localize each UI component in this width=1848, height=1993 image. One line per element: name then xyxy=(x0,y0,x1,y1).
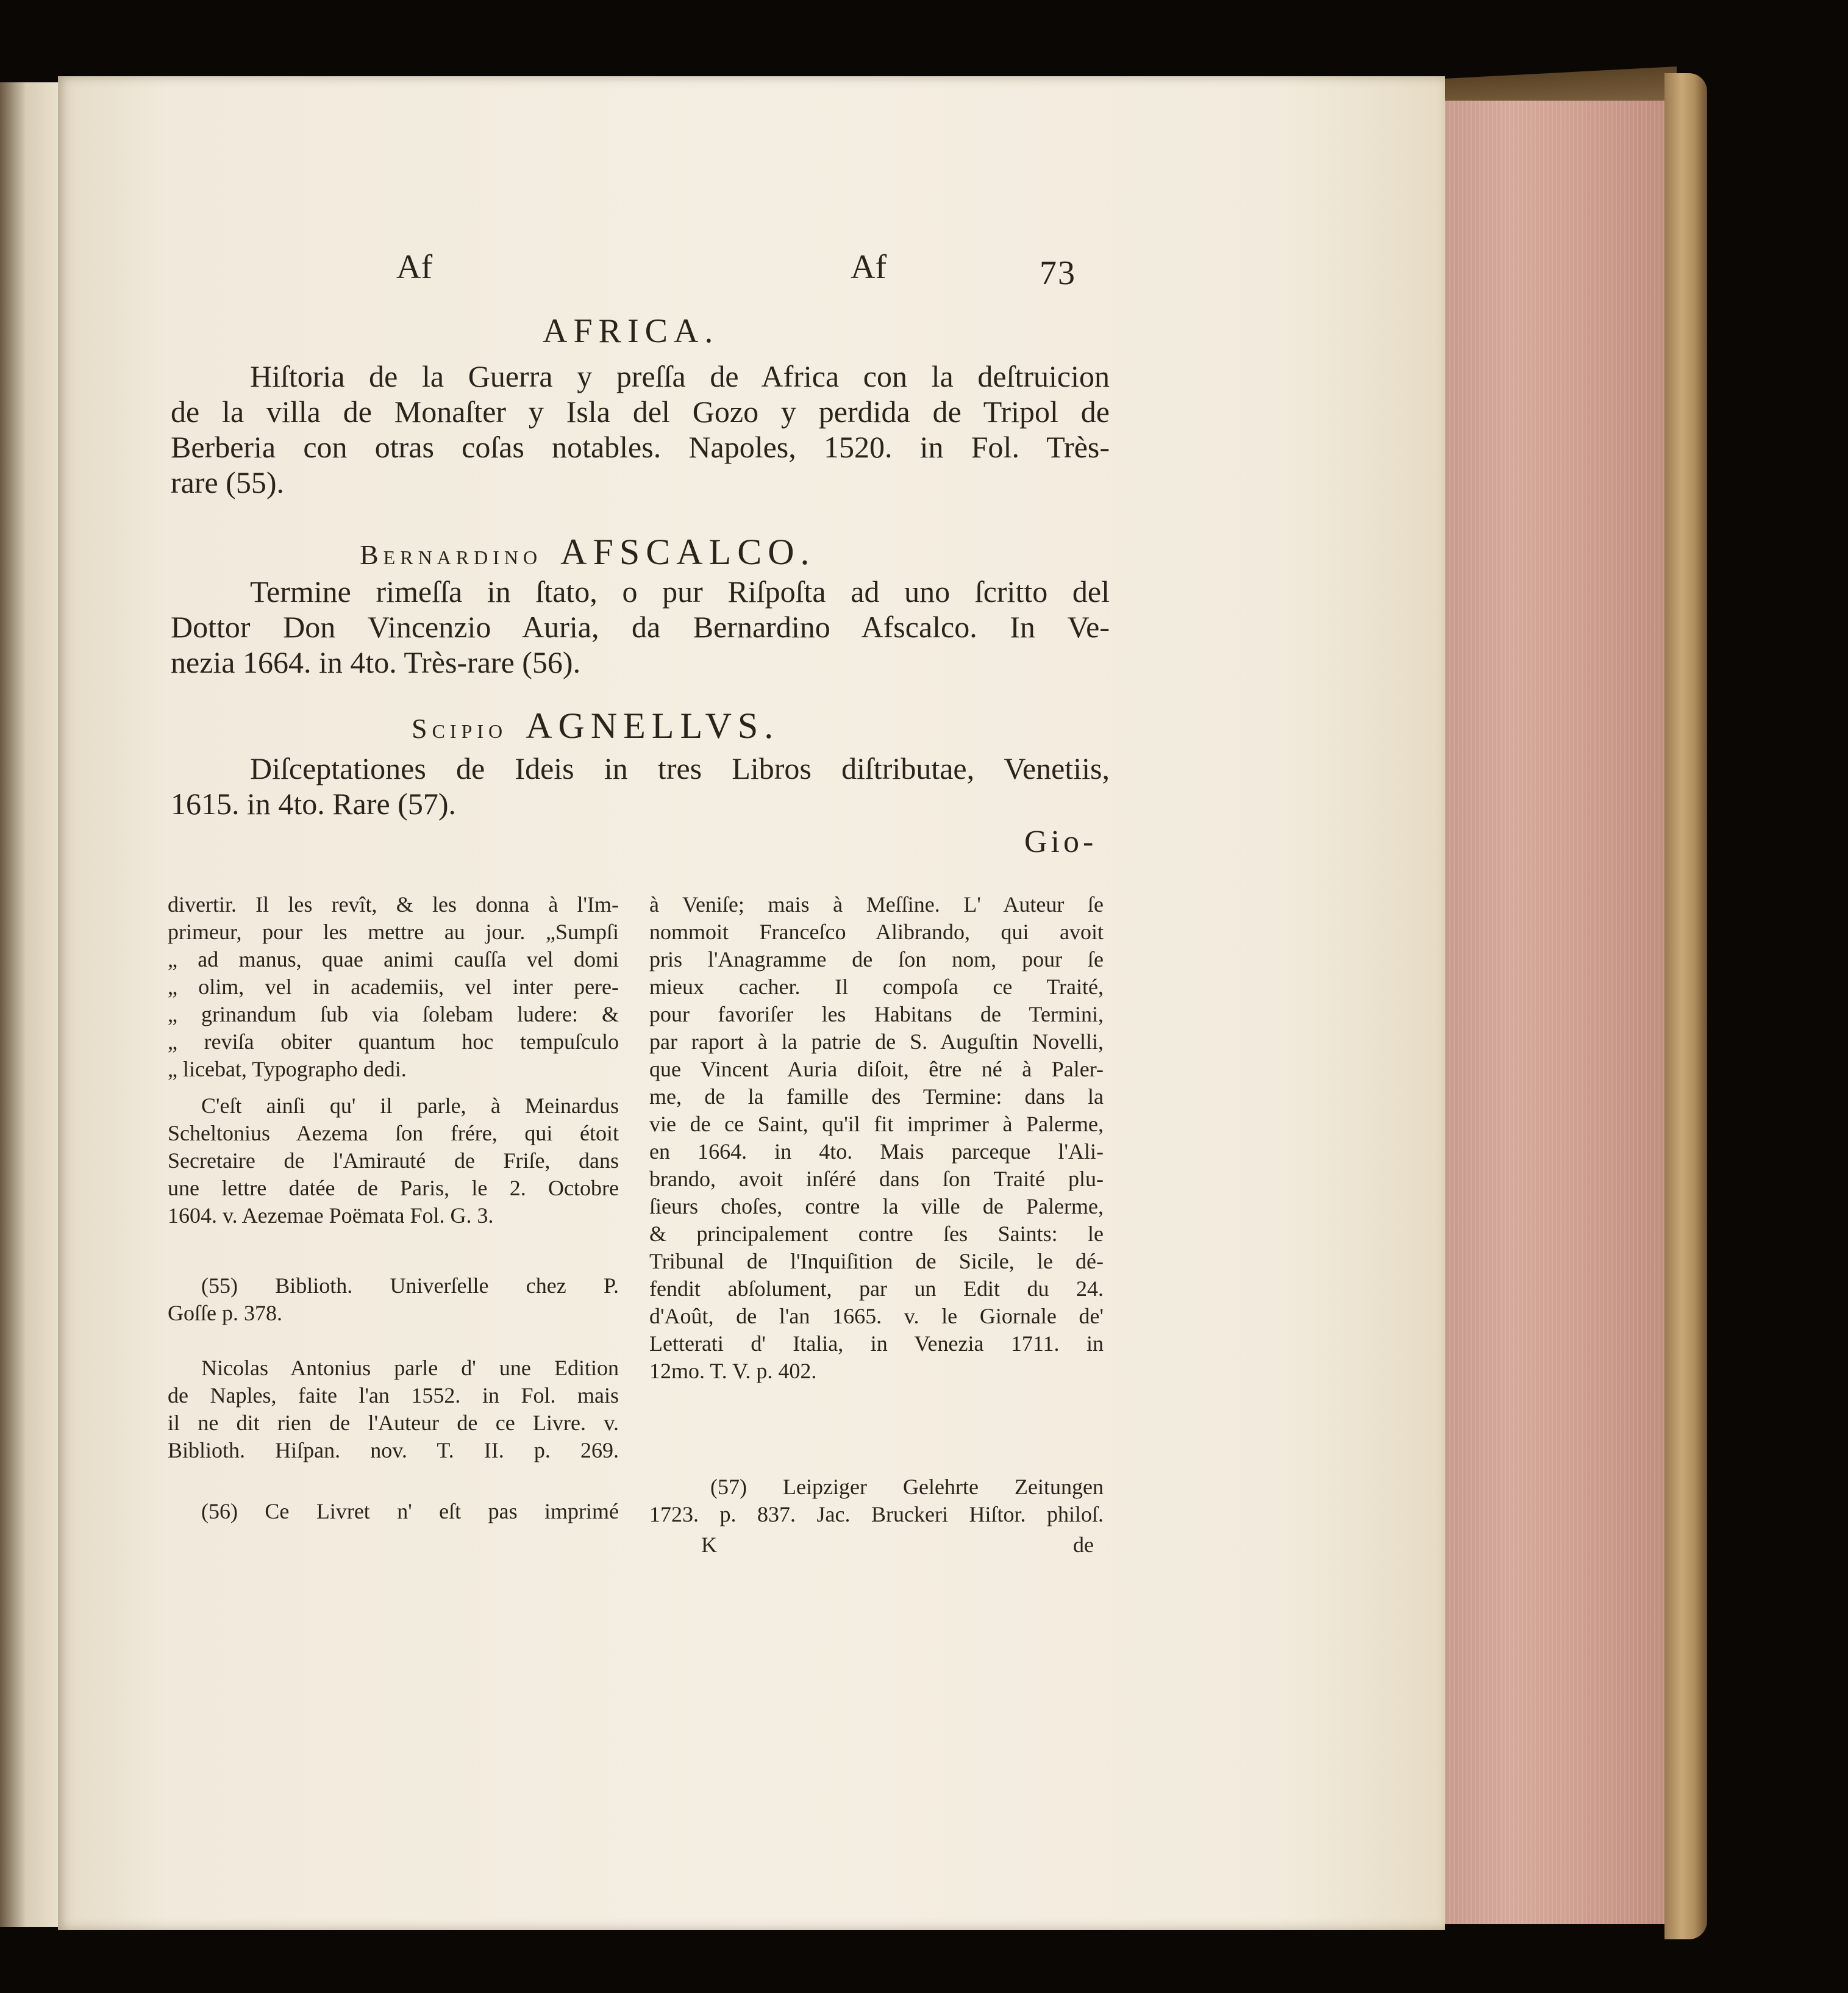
page-number: 73 xyxy=(1040,254,1076,292)
entry-line: Dottor Don Vincenzio Auria, da Bernardino Afscalco. In Ve- xyxy=(171,610,1110,644)
footnote-line: „ ad manus, quae animi cauſſa vel domi xyxy=(168,947,619,971)
entry-heading xyxy=(360,534,816,570)
footnote-line: en 1664. in 4to. Mais parceque l'Ali- xyxy=(649,1139,1104,1164)
author-first-name: Scipio xyxy=(412,713,508,744)
footnote-line: divertir. Il les revît, & les donna à l'Im- xyxy=(168,892,619,917)
footnote-line: Biblioth. Hiſpan. nov. T. II. p. 269. xyxy=(168,1438,619,1462)
footnote-line: vie de ce Saint, qu'il fit imprimer à Palerme, xyxy=(649,1112,1104,1136)
footnote-line: une lettre datée de Paris, le 2. Octobre xyxy=(168,1176,619,1200)
footnote-line: pris l'Anagramme de ſon nom, pour ſe xyxy=(649,947,1104,971)
page-block-edge xyxy=(1445,101,1664,1924)
footnote-line: „ olim, vel in academiis, vel inter pere- xyxy=(168,975,619,999)
running-head-left: Af xyxy=(396,248,433,286)
footnote-line: (55) Biblioth. Univerſelle chez P. xyxy=(201,1273,619,1298)
footnote-line: Scheltonius Aezema ſon frére, qui étoit xyxy=(168,1121,619,1145)
footnote-line: pour favoriſer les Habitans de Termini, xyxy=(649,1002,1104,1026)
footnote-line: ſieurs choſes, contre la ville de Palerme, xyxy=(649,1194,1104,1218)
footnote-line: (56) Ce Livret n' eſt pas imprimé xyxy=(201,1499,619,1523)
entry-line: Termine rimeſſa in ſtato, o pur Riſpoſta ad uno ſcritto del xyxy=(250,574,1110,609)
footnote-line: Secretaire de l'Amirauté de Friſe, dans xyxy=(168,1148,619,1173)
entry-line: Hiſtoria de la Guerra y preſſa de Africa con la deſtruicion xyxy=(250,359,1110,393)
entry-line: Diſceptationes de Ideis in tres Libros diſtributae, Venetiis, xyxy=(250,751,1110,785)
footnote-line: il ne dit rien de l'Auteur de ce Livre. v. xyxy=(168,1411,619,1435)
entry-line: rare (55). xyxy=(171,465,284,499)
entry-title: AGNELLVS. xyxy=(526,706,780,746)
footnote-line: Goſſe p. 378. xyxy=(168,1301,282,1325)
footnote-line: que Vincent Auria diſoit, être né à Paler- xyxy=(649,1057,1104,1081)
footnote-line: d'Août, de l'an 1665. v. le Giornale de' xyxy=(649,1304,1104,1328)
entry-line: nezia 1664. in 4to. Très-rare (56). xyxy=(171,645,581,679)
entry-line: de la villa de Monaſter y Isla del Gozo y perdida de Tripol de xyxy=(171,395,1110,429)
footnote-line: 1604. v. Aezemae Poëmata Fol. G. 3. xyxy=(168,1203,494,1228)
footnote-line: fendit abſolument, par un Edit du 24. xyxy=(649,1276,1104,1301)
footnote-line: Tribunal de l'Inquiſition de Sicile, le dé- xyxy=(649,1249,1104,1273)
entry-line: Berberia con otras coſas notables. Napoles, 1520. in Fol. Très- xyxy=(171,430,1110,464)
footnote-line: „ reviſa obiter quantum hoc tempuſculo xyxy=(168,1029,619,1054)
footnote-line: & principalement contre ſes Saints: le xyxy=(649,1222,1104,1246)
footnote-line: C'eſt ainſi qu' il parle, à Meinardus xyxy=(201,1093,619,1118)
footnote-line: (57) Leipziger Gelehrte Zeitungen xyxy=(710,1475,1104,1499)
signature-mark: K xyxy=(701,1533,717,1557)
footnote-line: primeur, pour les mettre au jour. „Sumpſi xyxy=(168,920,619,944)
author-first-name: Bernardino xyxy=(360,539,543,570)
footnote-line: à Veniſe; mais à Meſſine. L' Auteur ſe xyxy=(649,892,1104,917)
footnote-line: me, de la famille des Termine: dans la xyxy=(649,1084,1104,1109)
entry-heading xyxy=(412,707,779,744)
entry-line: 1615. in 4to. Rare (57). xyxy=(171,787,456,821)
catchword-top: Gio- xyxy=(1024,825,1097,859)
footnote-line: „ licebat, Typographo dedi. xyxy=(168,1057,407,1081)
footnote-line: „ grinandum ſub via ſolebam ludere: & xyxy=(168,1002,619,1026)
entry-title: AFSCALCO. xyxy=(560,532,816,572)
entry-title: AFRICA. xyxy=(543,312,719,350)
running-head-center: Af xyxy=(851,248,887,286)
book-spine xyxy=(1664,73,1707,1939)
footnote-line: 1723. p. 837. Jac. Bruckeri Hiſtor. philoſ. xyxy=(649,1502,1104,1526)
footnote-line: Nicolas Antonius parle d' une Edition xyxy=(201,1356,619,1380)
catchword-bottom: de xyxy=(1073,1533,1094,1557)
footnote-line: brando, avoit inſéré dans ſon Traité plu- xyxy=(649,1167,1104,1191)
footnote-line: de Naples, faite l'an 1552. in Fol. mais xyxy=(168,1383,619,1408)
footnote-line: nommoit Franceſco Alibrando, qui avoit xyxy=(649,920,1104,944)
footnote-line: 12mo. T. V. p. 402. xyxy=(649,1359,817,1383)
facing-page-edge xyxy=(0,82,58,1927)
footnote-line: mieux cacher. Il compoſa ce Traité, xyxy=(649,975,1104,999)
footnote-line: par raport à la patrie de S. Auguſtin Novelli, xyxy=(649,1029,1104,1054)
footnote-line: Letterati d' Italia, in Venezia 1711. in xyxy=(649,1331,1104,1356)
